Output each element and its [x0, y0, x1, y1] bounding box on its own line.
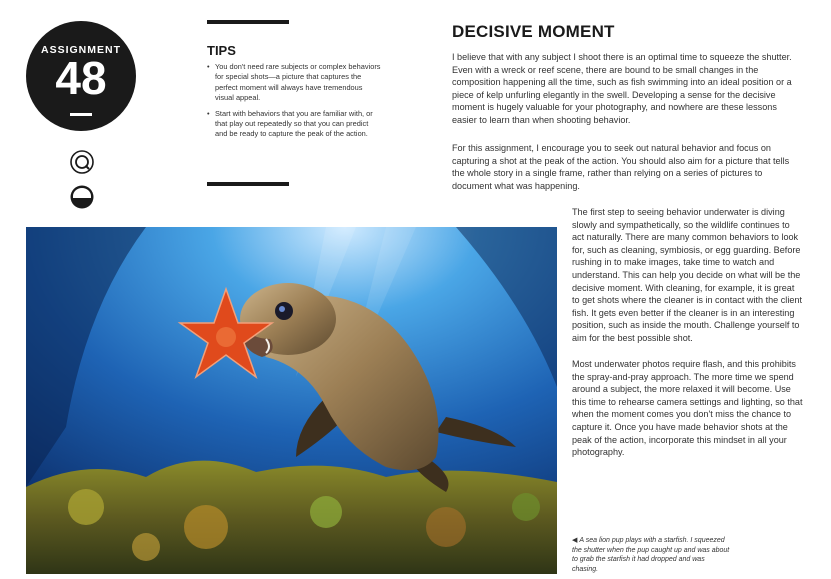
article-paragraph: I believe that with any subject I shoot there is an optimal time to squeeze the shutter. Even with a wreck or reef scene, there are bound to be small changes in the composition happening all the time, such as fish swimming into an ideal position or a piece of kelp unfurling elegantly in the swell. Developing a sense for the decisive moment is hugely valuable for your photography, and nowhere are these lessons easier to learn than when shooting behavior. — [452, 52, 792, 125]
tip-item: • You don't need rare subjects or complex behaviors for special shots—a picture that captures the perfect moment will always have tremendous visual appeal. — [207, 62, 382, 104]
photo-caption — [572, 536, 732, 574]
dome-port-icon — [70, 185, 94, 209]
caption-text: A sea lion pup plays with a starfish. I squeezed the shutter when the pup caught up and was about to grab the starfish it had dropped and was chasing. — [572, 537, 730, 573]
article-title: DECISIVE MOMENT — [452, 22, 615, 41]
sea-lion-photo — [26, 227, 557, 574]
article-paragraph: Most underwater photos require flash, and this prohibits the spray-and-pray approach. The more time we spend around a subject, the more relaxed it will become. Use this time to rehearse camera settings and lighting, so that when the moment comes you don't miss the chance to capture it. Once you have made behavior shots at the peak of the action, incorporate this mindset in all your photography. — [572, 359, 803, 458]
sea-lion-illustration — [26, 227, 557, 574]
tips-top-rule — [207, 20, 289, 24]
assignment-number: 48 — [55, 52, 107, 104]
assignment-badge — [26, 21, 136, 131]
compact-camera-icon — [70, 150, 94, 174]
badge-divider — [70, 113, 92, 116]
triangle-left-icon: ◀ — [572, 537, 578, 544]
article-paragraph: For this assignment, I encourage you to seek out natural behavior and focus on capturing a shot at the peak of the action. You should also aim for a picture that tells the whole story in a single frame, rather than relying on a series of pictures to document what was happening. — [452, 143, 790, 191]
tips-bottom-rule — [207, 182, 289, 186]
tips-list — [207, 62, 382, 145]
article-paragraph: The first step to seeing behavior underwater is diving slowly and sympathetically, so the wildlife continues to act naturally. There are many common behaviors to look for, such as cleaning, symbiosis, or egg guarding. Before rushing in to make images, take time to watch and understand. This can help you decide on what will be the decisive moment. With cleaning, for example, it is great to get shots where the cleaner is in contact with the client fish. It gets even better if the cleaner is in an interesting position, such as inside the mouth. Challenge yourself to aim for the best possible shot. — [572, 207, 802, 343]
tip-item: • Start with behaviors that you are familiar with, or that play out repeatedly so that you can predict and be ready to capture the peak of the action. — [207, 109, 382, 140]
tips-heading: TIPS — [207, 43, 236, 58]
assignment-label: ASSIGNMENT — [40, 44, 121, 56]
